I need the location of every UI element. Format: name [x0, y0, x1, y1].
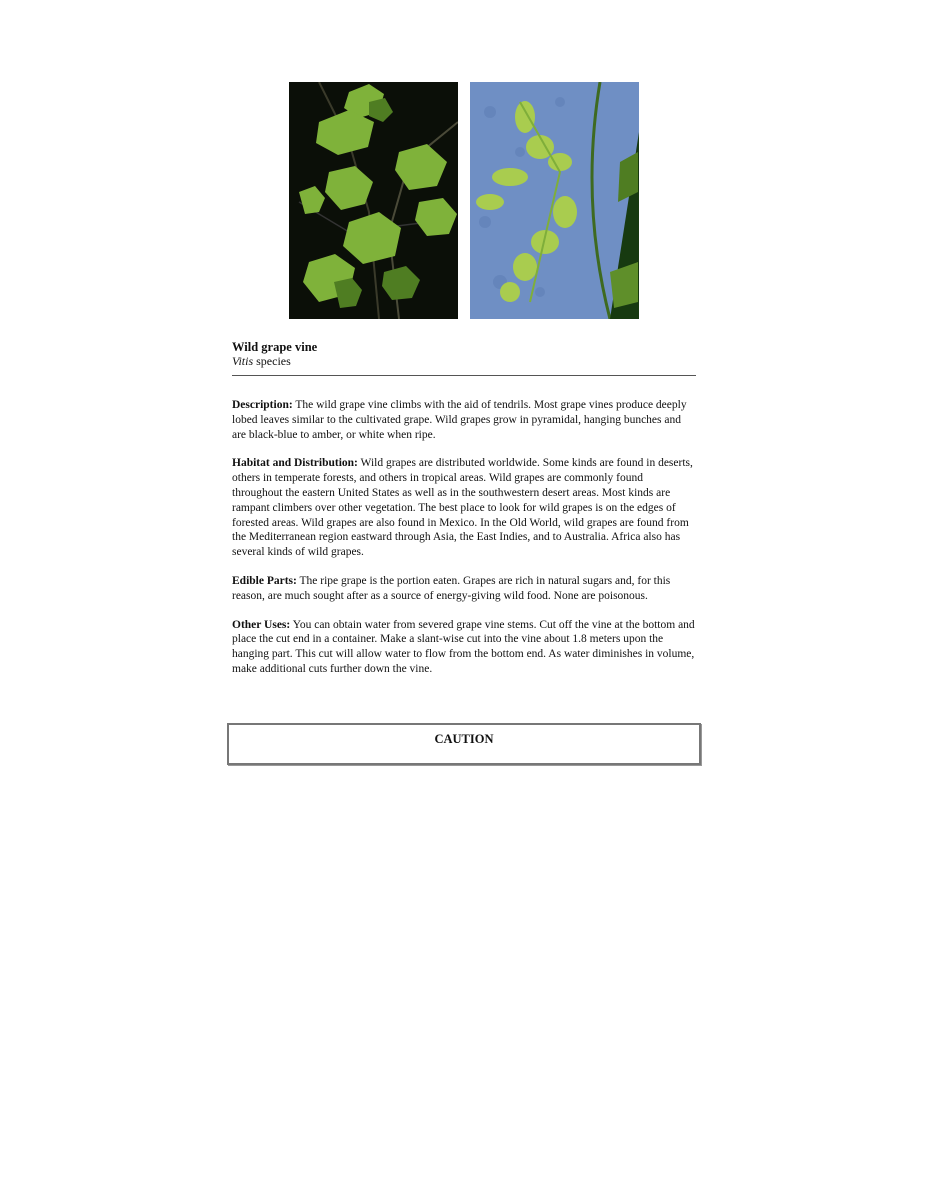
- plant-title-block: [232, 340, 696, 368]
- section-heading: Other Uses:: [232, 618, 291, 631]
- section-heading: Description:: [232, 399, 293, 411]
- edible-parts-section: [232, 574, 696, 604]
- section-heading: Habitat and Distribution:: [232, 457, 358, 470]
- plant-description-body: [232, 398, 696, 691]
- section-text: You can obtain water from severed grape vine stems. Cut off the vine at the bottom and place the cut end in a container. Make a slant-wise cut into the vine about 1.8 meters upon the hanging part. This cut will allow water to flow from the bottom end. As water diminishes in volume, make additional cuts further down the vine.: [232, 618, 695, 675]
- species-suffix: species: [253, 354, 291, 368]
- section-heading: Edible Parts:: [232, 574, 297, 587]
- section-text: The ripe grape is the portion eaten. Grapes are rich in natural sugars and, for this reason, are much sought after as a source of energy-giving wild food. None are poisonous.: [232, 574, 671, 602]
- caution-label: CAUTION: [434, 732, 494, 746]
- grape-leaves-photo: [289, 82, 458, 319]
- description-section: [232, 398, 696, 442]
- section-text: Wild grapes are distributed worldwide. Some kinds are found in deserts, others in temperate forests, and others in tropical areas. Wild grapes are commonly found throughout the eastern United States as well as in the southwestern desert areas. Most kinds are rampant climbers over other vegetation. The best place to look for wild grapes is on the edges of forested areas. Wild grapes are also found in Mexico. In the Old World, wild grapes are found from the Mediterranean region eastward through Asia, the East Indies, and to Australia. Africa also has several kinds of wild grapes.: [232, 457, 693, 559]
- habitat-section: [232, 456, 696, 560]
- title-divider: [232, 375, 696, 376]
- section-text: The wild grape vine climbs with the aid of tendrils. Most grape vines produce deeply lobed leaves similar to the cultivated grape. Wild grapes grow in pyramidal, hanging bunches and are black-blue to amber, or white when ripe.: [232, 399, 687, 441]
- genus-name: Vitis: [232, 354, 254, 368]
- scientific-name: [232, 354, 696, 368]
- caution-box: [227, 723, 701, 765]
- grape-flower-cluster-photo: [470, 82, 639, 319]
- other-uses-section: [232, 618, 696, 677]
- common-name: Wild grape vine: [232, 340, 318, 354]
